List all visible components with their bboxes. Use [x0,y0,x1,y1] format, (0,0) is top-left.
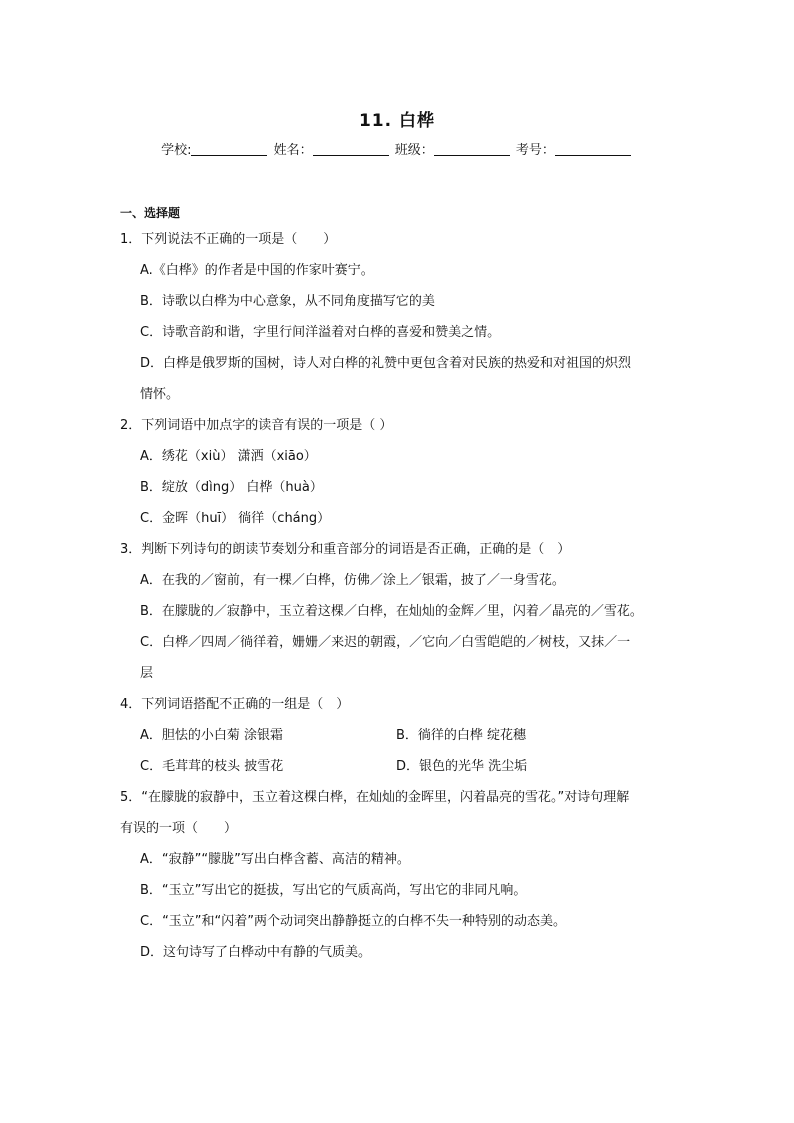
section-heading: 一、选择题 [120,206,181,220]
exam-number-blank [555,142,631,156]
class-blank [434,142,510,156]
option-c: C．“玉立”和“闪着”两个动词突出静静挺立的白桦不失一种特别的动态美。 [140,914,567,929]
class-label: 班级： [394,143,434,158]
option-b: B．诗歌以白桦为中心意象，从不同角度描写它的美 [140,294,435,309]
option-b: B．在朦胧的／寂静中，玉立着这棵／白桦，在灿灿的金辉／里，闪着／晶亮的／雪花。 [140,604,643,619]
class-field [395,139,512,158]
option-d: D．白桦是俄罗斯的国树，诗人对白桦的礼赞中更包含着对民族的热爱和对祖国的炽烈 [140,356,632,371]
name-field [274,139,391,158]
option-c: C．白桦／四周／徜徉着，姗姗／来迟的朝霞，／它向／白雪皑皑的／树枝，又抹／一 [140,635,631,650]
question-stem: 5．“在朦胧的寂静中，玉立着这棵白桦，在灿灿的金晖里，闪着晶亮的雪花。”对诗句理解 [120,790,630,805]
question-4 [120,689,680,782]
exam-number-field [516,139,633,158]
option-b: B．绽放（dìng） 白桦（huà） [140,480,323,495]
question-1 [120,224,680,410]
exam-number-label: 考号： [515,143,555,158]
question-3 [120,534,680,689]
option-d-continued: 情怀。 [140,387,180,402]
option-b: B．徜徉的白桦 绽花穗 [396,728,527,743]
name-blank [313,142,389,156]
option-row [120,720,680,751]
option-a: A．绣花（xiù） 潇洒（xiāo） [140,449,317,464]
school-blank [191,142,267,156]
question-stem: 3．判断下列诗句的朗读节奏划分和重音部分的词语是否正确，正确的是（ ） [120,542,571,557]
option-a: A．“寂静”“朦胧”写出白桦含蓄、高洁的精神。 [140,852,410,867]
question-list [120,224,680,968]
option-c: C．毛茸茸的枝头 披雪花 [140,759,284,774]
question-stem: 1．下列说法不正确的一项是（ ） [120,232,337,247]
option-a: A．在我的／窗前，有一棵／白桦，仿佛／涂上／银霜，披了／一身雪花。 [140,573,565,588]
student-info-line [0,139,794,158]
option-c-continued: 层 [140,666,154,681]
name-label: 姓名： [273,143,313,158]
option-d: D．银色的光华 洗尘垢 [396,759,528,774]
page-title: 11. 白桦 [358,111,436,131]
option-row [120,751,680,782]
question-stem: 2．下列词语中加点字的读音有误的一项是（ ） [120,418,393,433]
option-c: C．诗歌音韵和谐，字里行间洋溢着对白桦的喜爱和赞美之情。 [140,325,501,340]
school-field [161,139,269,158]
question-stem-continued: 有误的一项（ ） [120,821,238,836]
question-2 [120,410,680,534]
option-b: B．“玉立”写出它的挺拔，写出它的气质高尚，写出它的非同凡响。 [140,883,527,898]
question-5 [120,782,680,968]
question-stem: 4．下列词语搭配不正确的一组是（ ） [120,697,350,712]
school-label: 学校: [161,143,192,158]
option-c: C．金晖（huī） 徜徉（cháng） [140,511,331,526]
option-a: A．胆怯的小白菊 涂银霜 [140,728,284,743]
option-d: D．这句诗写了白桦动中有静的气质美。 [140,945,372,960]
option-a: A.《白桦》的作者是中国的作家叶赛宁。 [140,263,374,278]
